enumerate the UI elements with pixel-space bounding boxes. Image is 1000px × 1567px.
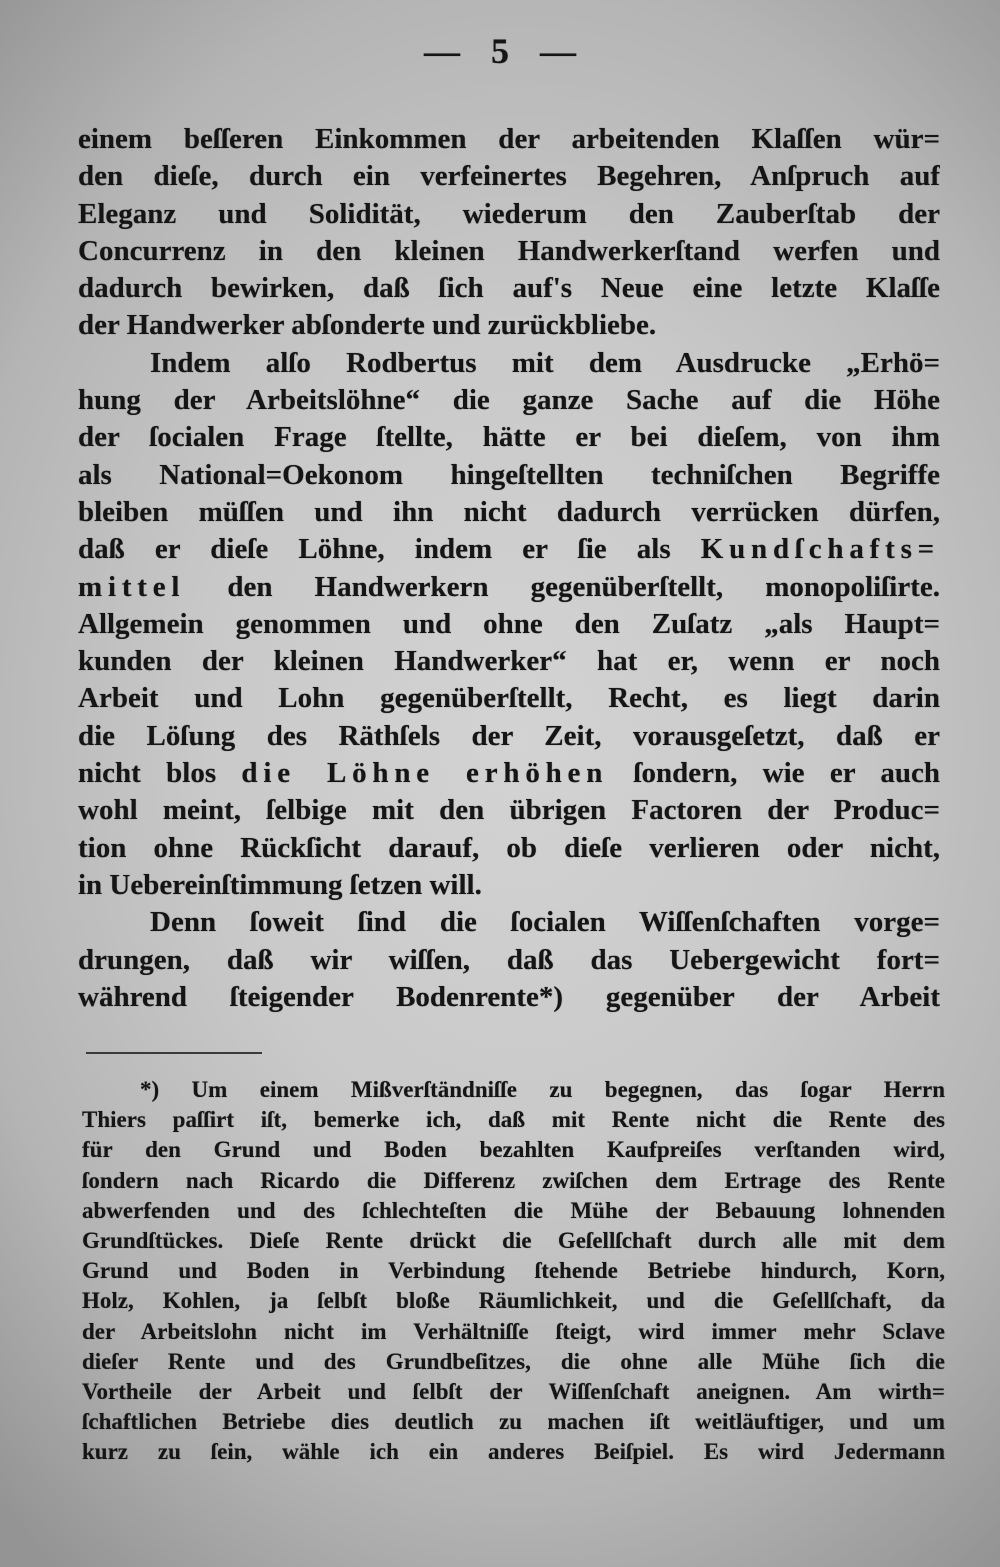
text-line: drungen, daß wir wiſſen, daß das Uebergewicht fort= [78, 943, 940, 976]
text-line: bleiben müſſen und ihn nicht dadurch verrücken dürfen, [78, 495, 940, 528]
text-line: als National=Oekonom hingeſtellten techniſchen Begriffe [78, 458, 940, 491]
text-line: einem beſſeren Einkommen der arbeitenden Klaſſen wür= [78, 123, 940, 155]
text-line: in Uebereinſtimmung ſetzen will. [78, 868, 482, 901]
text-line: tion ohne Rückſicht darauf, ob dieſe verlieren oder nicht, [78, 831, 940, 864]
text-segment: nicht blos [78, 757, 242, 790]
text-segment: ſondern, wie er auch [608, 757, 940, 790]
text-line: den dieſe, durch ein verfeinertes Begehren, Anſpruch auf [78, 160, 940, 193]
text-line: kunden der kleinen Handwerker“ hat er, wenn er noch [78, 645, 940, 678]
text-line [78, 569, 940, 606]
text-line: der Handwerker abſonderte und zurückbliebe. [78, 309, 657, 342]
footnote-line: abwerfenden und des ſchlechteſten die Mühe der Bebauung lohnenden [82, 1197, 945, 1223]
text-segment: den Handwerkern gegenüberſtellt, monopoliſirte. [185, 570, 940, 603]
text-line: Arbeit und Lohn gegenüberſtellt, Recht, es liegt darin [78, 682, 940, 715]
footnote-line: kurz zu ſein, wähle ich ein anderes Beiſpiel. Es wird Jedermann [82, 1439, 945, 1465]
text-line: Eleganz und Solidität, wiederum den Zauberſtab der [78, 197, 940, 230]
spaced-emphasis-text: die Löhne erhöhen [241, 757, 609, 790]
page-number: — 5 — [424, 31, 576, 71]
footnote-line: *) Um einem Mißverſtändniſſe zu begegnen, das ſogar Herrn [140, 1077, 945, 1102]
footnote-line: ſondern nach Ricardo die Differenz zwiſchen dem Ertrage des Rente [82, 1167, 945, 1193]
footnote-line: Vortheile der Arbeit und ſelbſt der Wiſſenſchaft aneignen. Am wirth= [82, 1378, 945, 1404]
footnote-line: dieſer Rente und des Grundbeſitzes, die ohne alle Mühe ſich die [82, 1348, 945, 1374]
footnote-rule [86, 1052, 262, 1054]
text-line: der ſocialen Frage ſtellte, hätte er bei dieſem, von ihm [78, 421, 940, 454]
text-line: Concurrenz in den kleinen Handwerkerſtand werfen und [78, 234, 940, 267]
text-segment: daß er dieſe Löhne, indem er ſie als [78, 533, 701, 566]
footnote-line: Grund und Boden in Verbindung ſtehende Betriebe hindurch, Korn, [82, 1258, 945, 1284]
footnote-line: der Arbeitslohn nicht im Verhältniſſe ſteigt, wird immer mehr Sclave [82, 1318, 945, 1344]
text-line [78, 755, 940, 792]
main-text [78, 121, 940, 1016]
text-line: Denn ſoweit ſind die ſocialen Wiſſenſchaften vorge= [150, 906, 940, 939]
spaced-emphasis-text: Kundſchafts= [700, 533, 940, 566]
footnote-line: Grundſtückes. Dieſe Rente drückt die Geſellſchaft durch alle mit dem [82, 1227, 945, 1253]
text-line: Indem alſo Rodbertus mit dem Ausdrucke „Erhö= [150, 346, 940, 379]
text-line: Allgemein genommen und ohne den Zuſatz „als Haupt= [78, 607, 940, 640]
footnote-line: Thiers paſſirt iſt, bemerke ich, daß mit Rente nicht die Rente des [82, 1107, 945, 1133]
text-line: dadurch bewirken, daß ſich auf's Neue eine letzte Klaſſe [78, 272, 940, 305]
footnote-line: ſchaftlichen Betriebe dies deutlich zu machen iſt weitläuftiger, und um [82, 1409, 945, 1435]
footnote [82, 1075, 945, 1467]
text-line: die Löſung des Räthſels der Zeit, vorausgeſetzt, daß er [78, 719, 940, 752]
footnote-line: Holz, Kohlen, ja ſelbſt bloße Räumlichkeit, und die Geſellſchaft, da [82, 1288, 945, 1314]
footnote-line: für den Grund und Boden bezahlten Kaufpreiſes verſtanden wird, [82, 1137, 945, 1163]
text-line: hung der Arbeitslöhne“ die ganze Sache auf die Höhe [78, 384, 940, 417]
text-line: während ſteigender Bodenrente*) gegenüber der Arbeit [78, 980, 940, 1013]
spaced-emphasis-text: mittel [78, 570, 186, 603]
text-line [78, 531, 940, 568]
text-line: wohl meint, ſelbige mit den übrigen Factoren der Produc= [78, 794, 940, 827]
